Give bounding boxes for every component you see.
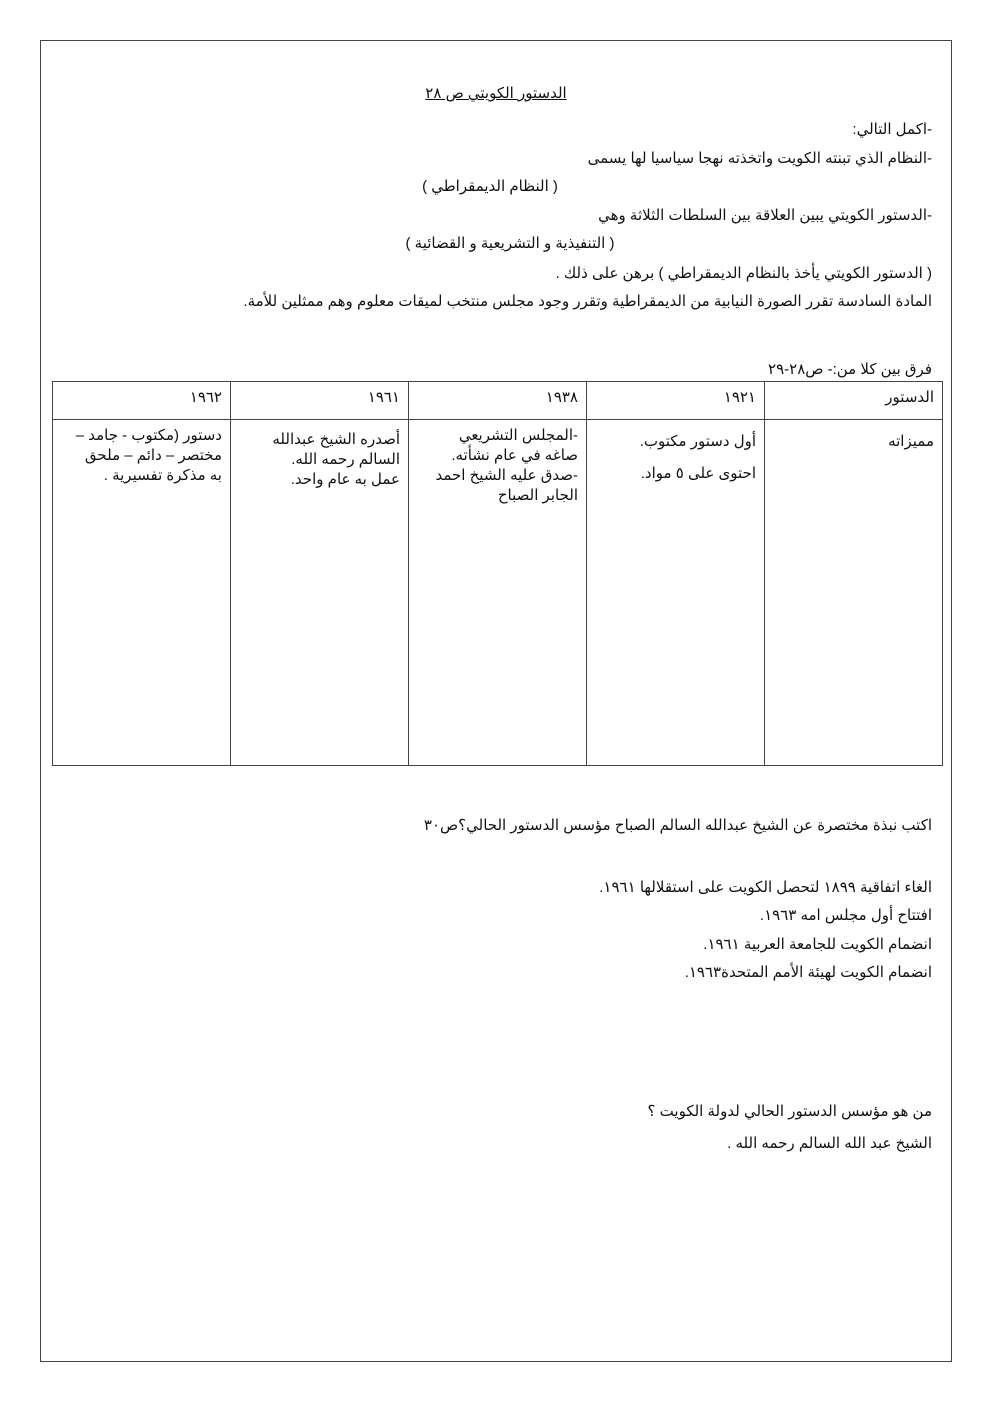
bio-item: افتتاح أول مجلس امه ١٩٦٣.: [759, 907, 932, 924]
cell-1961: أصدره الشيخ عبدالله السالم رحمه الله. عمل به عام واحد.: [231, 420, 409, 766]
question-3: ( الدستور الكويتي يأخذ بالنظام الديمقراطي ) برهن على ذلك .: [555, 265, 932, 282]
complete-heading: -اكمل التالي:: [852, 121, 932, 138]
header-cell: ١٩٦١: [231, 382, 409, 420]
bio-question: اكتب نبذة مختصرة عن الشيخ عبدالله السالم الصباح مؤسس الدستور الحالي؟ص٣٠: [423, 817, 932, 834]
page-title: الدستور الكويتي ص ٢٨: [425, 85, 567, 102]
header-cell: ١٩٢١: [587, 382, 765, 420]
question-1: -النظام الذي تبنته الكويت واتخذته نهجا سياسيا لها يسمى: [587, 150, 932, 167]
answer-1: ( النظام الديمقراطي ): [422, 178, 558, 195]
bio-item: انضمام الكويت لهيئة الأمم المتحدة١٩٦٣.: [684, 964, 932, 981]
table-row: [53, 420, 943, 766]
header-cell: ١٩٦٢: [53, 382, 231, 420]
answer-3: المادة السادسة تقرر الصورة النيابية من الديمقراطية وتقرر وجود مجلس منتخب لميقات معلوم وهم ممثلين للأمة.: [243, 293, 932, 310]
compare-heading: فرق بين كلا من:- ص٢٨-٢٩: [768, 361, 932, 378]
table-header-row: [53, 382, 943, 420]
bio-item: انضمام الكويت للجامعة العربية ١٩٦١.: [703, 936, 932, 953]
comparison-table: [52, 381, 943, 766]
founder-answer: الشيخ عبد الله السالم رحمه الله .: [727, 1135, 932, 1152]
answer-2: ( التنفيذية و التشريعية و القضائية ): [405, 235, 615, 252]
founder-question: من هو مؤسس الدستور الحالي لدولة الكويت ؟: [647, 1103, 932, 1120]
header-cell: الدستور: [765, 382, 943, 420]
header-cell: ١٩٣٨: [409, 382, 587, 420]
cell-1962: دستور (مكتوب - جامد – مختصر – دائم – ملحق به مذكرة تفسيرية .: [53, 420, 231, 766]
cell-1921: أول دستور مكتوب. احتوى على ٥ مواد.: [587, 420, 765, 766]
bio-item: الغاء اتفاقية ١٨٩٩ لتحصل الكويت على استقلالها ١٩٦١.: [599, 879, 932, 896]
row-label: مميزاته: [765, 420, 943, 766]
question-2: -الدستور الكويتي يبين العلاقة بين السلطات الثلاثة وهي: [598, 207, 932, 224]
cell-1938: -المجلس التشريعي صاغه في عام نشأته. -صدق عليه الشيخ احمد الجابر الصباح: [409, 420, 587, 766]
